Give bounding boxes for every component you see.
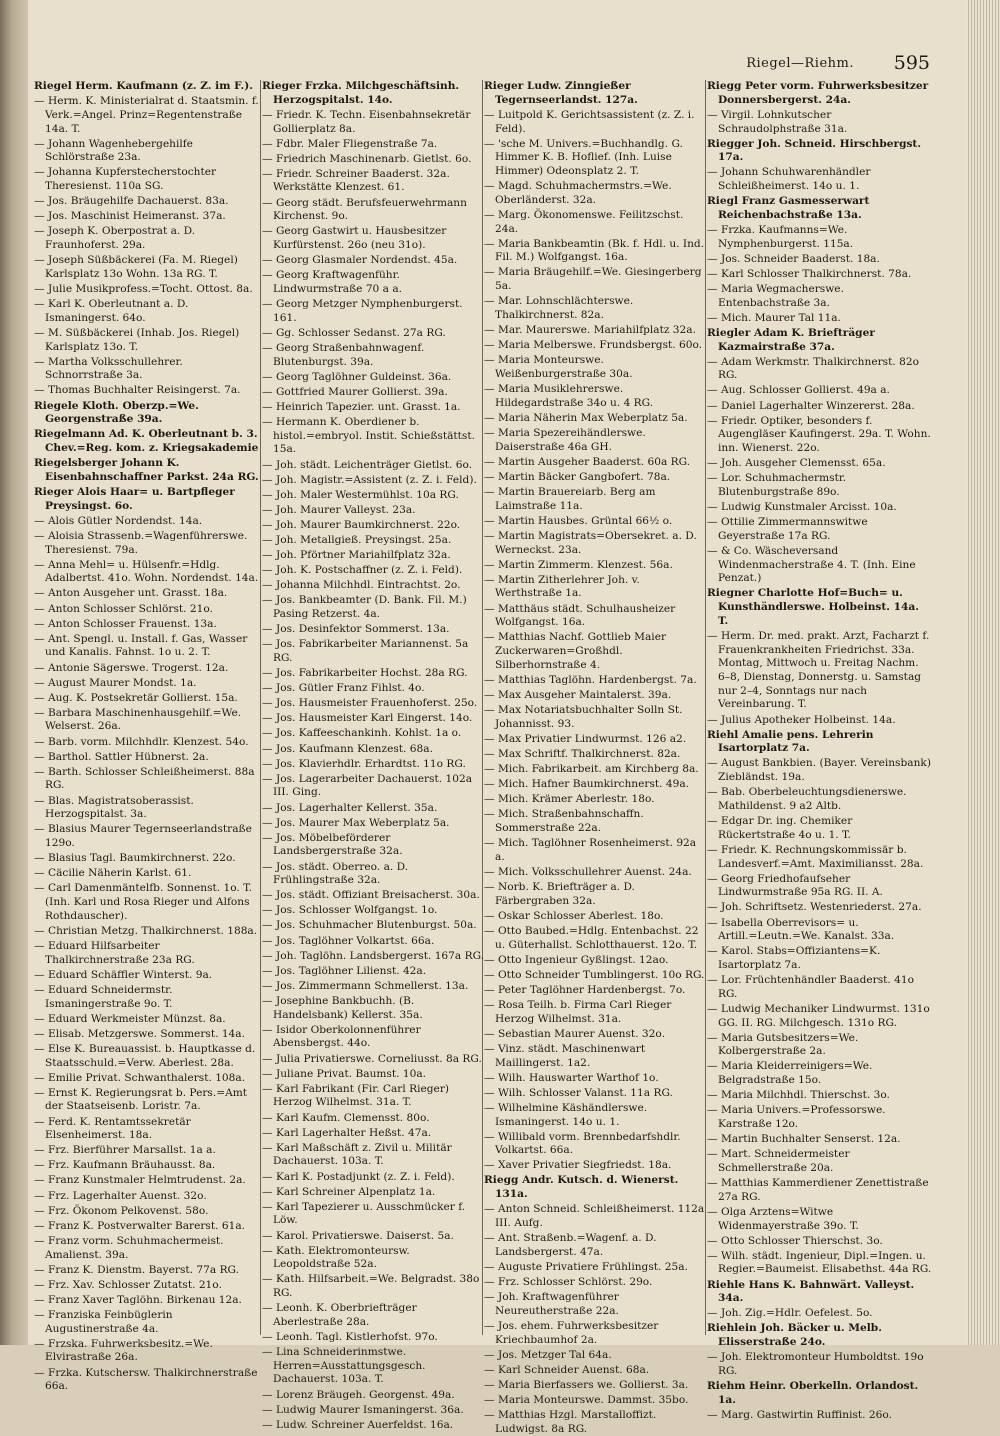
directory-entry: — Georg Glasmaler Nordendst. 45a. [262,254,487,268]
directory-entry: Riegele Kloth. Oberzp.=We. Georgenstraße 39a. [34,399,199,426]
directory-entry: — Franz K. Postverwalter Barerst. 61a. [34,1220,259,1234]
directory-entry: Rieger Ludw. Zinngießer Tegernseerlandst. 127a. [484,80,638,106]
directory-entry: — Joh. Kraftwagenführer Neureutherstraße 22a. [484,1291,709,1318]
directory-entry: — Anton Ausgeher unt. Grasst. 18a. [34,587,259,601]
directory-entry: Riehl Amalie pens. Lehrerin Isartorplatz 7a. [707,728,874,755]
directory-entry: — Karl Schreiner Alpenplatz 1a. [262,1186,487,1200]
running-head: Riegel—Riehm. [746,56,854,71]
directory-entry: — Juliane Privat. Baumst. 10a. [262,1068,487,1082]
directory-entry: Rieger Frzka. Milchgeschäftsinh. Herzogspitalst. 14o. [262,80,460,106]
directory-entry: — Eduard Schneidermstr. Ismaningerstraße 9o. T. [34,984,259,1011]
directory-entry: — Matthias Taglöhn. Hardenbergst. 7a. [484,674,709,688]
directory-entry: — Lorenz Bräugeh. Georgenst. 49a. [262,1389,487,1403]
directory-entry: — Jos. Klavierhdlr. Erhardtst. 11o RG. [262,758,487,772]
directory-entry: — Aug. K. Postsekretär Gollierst. 15a. [34,692,259,706]
directory-entry: — Franziska Feinbüglerin Augustinerstraße 4a. [34,1309,259,1336]
directory-entry: — Karol. Stabs=Offiziantens=K. Isartorplatz 7a. [707,945,932,972]
directory-entry: — Martin Bäcker Gangbofert. 78a. [484,471,709,485]
directory-entry: — Friedrich Maschinenarb. Gietlst. 6o. [262,153,487,167]
directory-entry: — Alois Gütler Nordendst. 14a. [34,515,259,529]
directory-entry: — Elisab. Metzgerswe. Sommerst. 14a. [34,1028,259,1042]
directory-entry: — Mich. Fabrikarbeit. am Kirchberg 8a. [484,763,709,777]
directory-entry: — Jos. Bankbeamter (D. Bank. Fil. M.) Pasing Retzerst. 4a. [262,594,487,621]
directory-entry: — 'sche M. Univers.=Buchhandlg. G. Himmer K. B. Hoflief. (Inh. Luise Himmer) Odeonsplatz 2. T. [484,138,709,179]
directory-entry: — Christian Metzg. Thalkirchnerst. 188a. [34,925,259,939]
directory-entry: — Julius Apotheker Holbeinst. 14a. [707,714,932,728]
directory-entry: — Jos. Fabrikarbeiter Mariannenst. 5a RG. [262,638,487,665]
directory-entry: — Martin Zimmerm. Klenzest. 56a. [484,559,709,573]
directory-entry: — Joh. Elektromonteur Humboldtst. 19o RG. [707,1351,932,1378]
directory-entry: — Jos. städt. Oberreo. a. D. Frühlingstraße 32a. [262,861,487,888]
directory-entry: — Jos. Kaufmann Klenzest. 68a. [262,743,487,757]
directory-entry: — Martin Ausgeher Baaderst. 60a RG. [484,456,709,470]
directory-entry: — Isidor Oberkolonnenführer Abensbergst. 44o. [262,1024,487,1051]
directory-entry: Riegger Joh. Schneid. Hirschbergst. 17a. [707,137,922,164]
directory-entry: — Johanna Milchhdl. Eintrachtst. 2o. [262,579,487,593]
directory-entry: — Ludwig Kunstmaler Arcisst. 10a. [707,501,932,515]
directory-entry: — Mart. Schneidermeister Schmellerstraße 20a. [707,1148,932,1175]
directory-entry: — Georg Taglöhner Guldeinst. 36a. [262,371,487,385]
directory-entry: — Auguste Privatiere Frühlingst. 25a. [484,1261,709,1275]
page-header [28,52,966,76]
directory-entry: — Joh. Pförtner Mariahilfplatz 32a. [262,549,487,563]
directory-entry: — Karl Schneider Auenst. 68a. [484,1364,709,1378]
directory-entry: — Otto Schneider Tumblingerst. 10o RG. [484,969,709,983]
directory-entry: — Ant. Straßenb.=Wagenf. a. D. Landsbergerst. 47a. [484,1232,709,1259]
directory-entry: — Oskar Schlosser Aberlest. 18o. [484,910,709,924]
directory-entry: — Otto Ingenieur Gyßlingst. 12ao. [484,954,709,968]
directory-entry: — Martin Brauereiarb. Berg am Laimstraße 11a. [484,486,709,513]
directory-entry: — Wilh. städt. Ingenieur, Dipl.=Ingen. u. Regier.=Baumeist. Elisabethst. 44a RG. [707,1250,932,1277]
directory-entry: — Franz vorm. Schuhmachermeist. Amalienst. 39a. [34,1235,259,1262]
directory-entry: — Friedr. K. Techn. Eisenbahnsekretär Gollierplatz 8a. [262,109,487,136]
directory-entry: — Maria Bankbeamtin (Bk. f. Hdl. u. Ind. Fil. M.) Wolfgangst. 16a. [484,238,709,265]
directory-entry: — August Maurer Mondst. 1a. [34,677,259,691]
directory-entry: — Wilhelmine Käshändlerswe. Ismaningerst. 14o u. 1. [484,1102,709,1129]
directory-page [28,0,966,1435]
directory-entry: Riegel Herm. Kaufmann (z. Z. im F.). [34,80,253,92]
directory-entry: — Daniel Lagerhalter Winzererst. 28a. [707,400,932,414]
directory-entry: — Lor. Früchtenhändler Baaderst. 41o RG. [707,974,932,1001]
directory-entry: — Jos. Schuhmacher Blutenburgst. 50a. [262,919,487,933]
directory-entry: — Jos. Lagerarbeiter Dachauerst. 102a III. Ging. [262,773,487,800]
directory-entry: — Fdbr. Maler Fliegenstraße 7a. [262,138,487,152]
directory-entry: — Ant. Spengl. u. Install. f. Gas, Wasser und Kanalis. Fahnst. 1o u. 2. T. [34,633,259,660]
directory-entry: — Norb. K. Briefträger a. D. Färbergraben 32a. [484,881,709,908]
directory-entry: — Jos. Hausmeister Karl Eingerst. 14o. [262,712,487,726]
directory-entry: — Max Privatier Lindwurmst. 126 a2. [484,733,709,747]
directory-entry: — Gottfried Maurer Gollierst. 39a. [262,386,487,400]
directory-entry: — Blas. Magistratsoberassist. Herzogspitalst. 3a. [34,795,259,822]
directory-entry: — Georg städt. Berufsfeuerwehrmann Kirchenst. 9o. [262,197,487,224]
directory-entry: — Joh. Metallgieß. Preysingst. 25a. [262,534,487,548]
directory-entry: — Maria Gutsbesitzers=We. Kolbergerstraße 2a. [707,1032,932,1059]
directory-entry: — Frzska. Fuhrwerksbesitz.=We. Elvirastraße 26a. [34,1338,259,1365]
directory-entry: — Julia Privatierswe. Corneliusst. 8a RG. [262,1053,487,1067]
directory-entry: — Maria Näherin Max Weberplatz 5a. [484,412,709,426]
directory-entry: — Johann Wagenhebergehilfe Schlörstraße 23a. [34,138,259,165]
directory-entry: — Mar. Lohnschlächterswe. Thalkirchnerst. 82a. [484,295,709,322]
directory-entry: — Joseph K. Oberpostrat a. D. Fraunhoferst. 29a. [34,225,259,252]
directory-entry: — Jos. Taglöhner Volkartst. 66a. [262,935,487,949]
directory-entry: — Joh. Maler Westermühlst. 10a RG. [262,489,487,503]
directory-entry: — Cäcilie Näherin Karlst. 61. [34,867,259,881]
directory-entry: — Mich. Maurer Tal 11a. [707,312,932,326]
directory-entry: — Maria Univers.=Professorswe. Karstraße 12o. [707,1104,932,1131]
directory-entry: — Jos. Lagerhalter Kellerst. 35a. [262,802,487,816]
directory-entry: — Martha Volksschullehrer. Schnorrstraße 3a. [34,356,259,383]
directory-entry: — August Bankbien. (Bayer. Vereinsbank) Ziebländst. 19a. [707,757,932,784]
directory-entry: — Hermann K. Oberdiener b. histol.=embryol. Instit. Schießstättst. 15a. [262,416,487,457]
directory-entry: — Georg Straßenbahnwagenf. Blutenburgst. 39a. [262,342,487,369]
directory-entry: Riehlein Joh. Bäcker u. Melb. Elisserstraße 24o. [707,1322,882,1349]
directory-entry: — Jos. Schlosser Wolfgangst. 1o. [262,904,487,918]
directory-entry: — Maria Monteurswe. Weißenburgerstraße 30a. [484,354,709,381]
directory-entry: — Joh. Schriftsetz. Westenriederst. 27a. [707,901,932,915]
directory-entry: Riegelsberger Johann K. Eisenbahnschaffner Parkst. 24a RG. [34,457,259,483]
directory-entry: — Eduard Werkmeister Münzst. 8a. [34,1013,259,1027]
directory-entry: — Maria Melberswe. Frundsbergst. 60o. [484,339,709,353]
directory-entry: — Friedr. Optiker, besonders f. Augengläser Kaufingerst. 29a. T. Wohn. inn. Wienerst. 22o. [707,415,932,456]
directory-entry: — Matthias Nachf. Gottlieb Maier Zuckerwaren=Großhdl. Silberhornstraße 4. [484,631,709,672]
directory-entry: Riehle Hans K. Bahnwärt. Valleyst. 34a. [707,1278,915,1305]
directory-entry: — Marg. Ökonomenswe. Feilitzschst. 24a. [484,209,709,236]
directory-column-1 [34,80,259,1393]
directory-entry: — Joh. Zig.=Hdlr. Oefelest. 5o. [707,1307,932,1321]
directory-entry: — Frzka. Kaufmanns=We. Nymphenburgerst. 115a. [707,224,932,251]
directory-entry: — M. Süßbäckerei (Inhab. Jos. Riegel) Karlsplatz 13o. T. [34,327,259,354]
directory-entry: — Jos. Desinfektor Sommerst. 13a. [262,623,487,637]
directory-entry: — Ernst K. Regierungsrat b. Pers.=Amt der Staatseisenb. Loristr. 7a. [34,1087,259,1114]
directory-entry: — Virgil. Lohnkutscher Schraudolphstraße 31a. [707,109,932,136]
directory-entry: — Joh. Ausgeher Clemensst. 65a. [707,457,932,471]
directory-entry: — Frz. Ökonom Pelkovenst. 58o. [34,1205,259,1219]
directory-entry: — Karol. Privatierswe. Daiserst. 5a. [262,1230,487,1244]
directory-entry: Riegner Charlotte Hof=Buch= u. Kunsthändlerswe. Holbeinst. 14a. T. [707,587,919,627]
directory-entry: — Jos. Fabrikarbeiter Hochst. 28a RG. [262,667,487,681]
directory-entry: Riegelmann Ad. K. Oberleutnant b. 3. Chev.=Reg. kom. z. Kriegsakademie [34,428,259,455]
directory-entry: — Vinz. städt. Maschinenwart Maillingerst. 1a2. [484,1043,709,1070]
directory-entry: — Heinrich Tapezier. unt. Grasst. 1a. [262,401,487,415]
page-stack-edge [966,0,1000,1345]
directory-entry: — Edgar Dr. ing. Chemiker Rückertstraße 4o u. 1. T. [707,815,932,842]
directory-entry: — Willibald vorm. Brennbedarfshdlr. Volkartst. 66a. [484,1131,709,1158]
directory-entry: — Jos. Kaffeeschankinh. Kohlst. 1a o. [262,727,487,741]
directory-entry: Rieger Alois Haar= u. Bartpfleger Preysingst. 6o. [34,485,235,512]
directory-entry: — Bab. Oberbeleuchtungsdienerswe. Mathildenst. 9 a2 Altb. [707,786,932,813]
directory-entry: — Jos. Schneider Baaderst. 18a. [707,253,932,267]
directory-entry: — Mar. Maurerswe. Mariahilfplatz 32a. [484,324,709,338]
directory-entry: — Joh. Magistr.=Assistent (z. Z. i. Feld). [262,474,487,488]
directory-entry: — Friedr. K. Rechnungskommissär b. Landesverf.=Amt. Maximiliansst. 28a. [707,844,932,871]
directory-entry: — Joh. städt. Leichenträger Gietlst. 6o. [262,459,487,473]
directory-entry: — Isabella Oberrevisors= u. Artill.=Leutn.=We. Kanalst. 33a. [707,917,932,944]
directory-entry: — Frz. Bierführer Marsallst. 1a a. [34,1144,259,1158]
directory-entry: — Luitpold K. Gerichtsassistent (z. Z. i. Feld). [484,109,709,136]
directory-entry: — Josephine Bankbuchh. (B. Handelsbank) Kellerst. 35a. [262,995,487,1022]
column-divider [260,80,261,1335]
directory-entry: — Maria Spezereihändlerswe. Daiserstraße 46a GH. [484,427,709,454]
directory-entry: — Barthol. Sattler Hübnerst. 2a. [34,751,259,765]
directory-entry: — Karl Fabrikant (Fir. Carl Rieger) Herzog Wilhelmst. 31a. T. [262,1083,487,1110]
directory-entry: — Carl Damenmäntelfb. Sonnenst. 1o. T. (Inh. Karl und Rosa Rieger und Alfons Rothdauscher). [34,882,259,923]
directory-entry: — Joh. Maurer Valleyst. 23a. [262,504,487,518]
directory-entry: — Gg. Schlosser Sedanst. 27a RG. [262,327,487,341]
directory-entry: — Anton Schneid. Schleißheimerst. 112a III. Aufg. [484,1203,709,1230]
directory-entry: — Karl K. Oberleutnant a. D. Ismaningerst. 64o. [34,298,259,325]
directory-entry: — Adam Werkmstr. Thalkirchnerst. 82o RG. [707,356,932,383]
directory-entry: — Martin Magistrats=Obersekret. a. D. Werneckst. 23a. [484,530,709,557]
directory-entry: — Julie Musikprofess.=Tocht. Ottost. 8a. [34,283,259,297]
directory-entry: — Matthias Hzgl. Marstalloffizt. Ludwigst. 8a RG. [484,1409,709,1436]
directory-entry: — Joh. Taglöhn. Landsbergerst. 167a RG. [262,950,487,964]
directory-entry: — Anna Mehl= u. Hülsenfr.=Hdlg. Adalbertst. 41o. Wohn. Nordendst. 14a. [34,559,259,586]
directory-entry: — Otto Baubed.=Hdlg. Entenbachst. 22 u. Güterhallst. Schlotthauerst. 12o. T. [484,925,709,952]
directory-entry: — Matthäus städt. Schulhausheizer Wolfgangst. 16a. [484,603,709,630]
directory-entry: — Xaver Privatier Siegfriedst. 18a. [484,1159,709,1173]
directory-entry: — Kath. Hilfsarbeit.=We. Belgradst. 38o RG. [262,1273,487,1300]
directory-column-4 [707,80,932,1421]
directory-entry: — Antonie Sägerswe. Trogerst. 12a. [34,662,259,676]
directory-entry: — Barth. Schlosser Schleißheimerst. 88a RG. [34,766,259,793]
directory-entry: — Max Ausgeher Maintalerst. 39a. [484,689,709,703]
directory-entry: — Jos. Maschinist Heimeranst. 37a. [34,210,259,224]
directory-entry: Riegl Franz Gasmesserwart Reichenbachstraße 13a. [707,195,870,221]
directory-entry: — Barbara Maschinenhausgehilf.=We. Welserst. 26a. [34,707,259,734]
directory-entry: — Emilie Privat. Schwanthalerst. 108a. [34,1072,259,1086]
directory-entry: — Olga Arztens=Witwe Widenmayerstraße 39o. T. [707,1206,932,1233]
directory-entry: — Anton Schlosser Frauenst. 13a. [34,618,259,632]
directory-entry: — Ludwig Mechaniker Lindwurmst. 131o GG. II. RG. Milchgesch. 131o RG. [707,1003,932,1030]
directory-entry: — Blasius Maurer Tegernseerlandstraße 129o. [34,823,259,850]
directory-entry: — Marg. Gastwirtin Ruffinist. 26o. [707,1409,932,1423]
directory-entry: — Maria Monteurswe. Dammst. 35bo. [484,1394,709,1408]
page-number: 595 [893,52,930,74]
directory-entry: — Johann Schuhwarenhändler Schleißheimerst. 14o u. 1. [707,166,932,193]
directory-entry: Riegg Peter vorm. Fuhrwerksbesitzer Donnersbergerst. 24a. [707,80,929,106]
directory-entry: — Kath. Elektromonteursw. Leopoldstraße 52a. [262,1245,487,1272]
directory-entry: — Martin Hausbes. Grüntal 66½ o. [484,515,709,529]
directory-entry: — Thomas Buchhalter Reisingerst. 7a. [34,384,259,398]
directory-entry: — Jos. Möbelbeförderer Landsbergerstraße 32a. [262,832,487,859]
directory-entry: — Herm. K. Ministerialrat d. Staatsmin. f. Verk.=Angel. Prinz=Regentenstraße 14a. T. [34,95,259,136]
book-spine-shadow [0,0,28,1345]
directory-entry: — Frzka. Kutschersw. Thalkirchnerstraße 66a. [34,1367,259,1394]
directory-entry: — Karl Tapezierer u. Ausschmücker f. Löw. [262,1201,487,1228]
directory-entry: — Jos. städt. Offiziant Breisacherst. 30a. [262,889,487,903]
directory-entry: — Matthias Kammerdiener Zenettistraße 27a RG. [707,1177,932,1204]
directory-entry: — Eduard Schäffler Winterst. 9a. [34,969,259,983]
directory-entry: — Ludw. Schreiner Auerfeldst. 16a. [262,1419,487,1433]
directory-entry: — Wilh. Hauswarter Warthof 1o. [484,1072,709,1086]
directory-entry: — Ludwig Maurer Ismaningerst. 36a. [262,1404,487,1418]
directory-entry: — Mich. Taglöhner Rosenheimerst. 92a a. [484,837,709,864]
directory-entry: — Karl Maßschäft z. Zivil u. Militär Dachauerst. 103a. T. [262,1142,487,1169]
directory-entry: — Else K. Bureauassist. b. Hauptkasse d. Staatsschuld.=Verw. Aberlest. 28a. [34,1043,259,1070]
directory-entry: — Sebastian Maurer Auenst. 32o. [484,1028,709,1042]
directory-entry: — Frz. Lagerhalter Auenst. 32o. [34,1190,259,1204]
directory-entry: — Peter Taglöhner Hardenbergst. 7o. [484,984,709,998]
directory-entry: — Jos. ehem. Fuhrwerksbesitzer Kriechbaumhof 2a. [484,1320,709,1347]
directory-entry: — Anton Schlosser Schlörst. 21o. [34,603,259,617]
directory-entry: — Georg Gastwirt u. Hausbesitzer Kurfürstenst. 26o (neu 31o). [262,225,487,252]
directory-entry: — Herm. Dr. med. prakt. Arzt, Facharzt f. Frauenkrankheiten Friedrichst. 33a. Montag, Mittwoch u. Freitag Nachm. 6–8, Dienstag, Donnerstg. u. Samstag nur 2–4, Sonntags nur nach Vereinbarung. T. [707,630,932,712]
directory-entry: Riegg Andr. Kutsch. d. Wienerst. 131a. [484,1174,679,1201]
directory-entry: — Johanna Kupferstecherstochter Theresienst. 110a SG. [34,166,259,193]
directory-entry: — Franz Xaver Taglöhn. Birkenau 12a. [34,1294,259,1308]
directory-column-3 [484,80,709,1435]
directory-entry: — Mich. Volksschullehrer Auenst. 24a. [484,866,709,880]
directory-entry: — Jos. Metzger Tal 64a. [484,1349,709,1363]
directory-entry: Riegler Adam K. Briefträger Kazmairstraße 37a. [707,326,875,353]
directory-entry: — Leonh. Tagl. Kistlerhofst. 97o. [262,1331,487,1345]
directory-entry: — Lina Schneiderinmstwe. Herren=Ausstattungsgesch. Dachauerst. 103a. T. [262,1346,487,1387]
directory-entry: — Mich. Straßenbahnschaffn. Sommerstraße 22a. [484,808,709,835]
directory-entry: — Maria Kleiderreinigers=We. Belgradstraße 15o. [707,1060,932,1087]
directory-entry: — & Co. Wäscheversand Windenmacherstraße 4. T. (Inh. Eine Penzat.) [707,545,932,586]
directory-entry: — Wilh. Schlosser Valanst. 11a RG. [484,1087,709,1101]
directory-entry: — Ottilie Zimmermannswitwe Geyerstraße 17a RG. [707,516,932,543]
directory-entry: — Franz Kunstmaler Helmtrudenst. 2a. [34,1174,259,1188]
directory-entry: — Max Notariatsbuchhalter Solln St. Johannisst. 93. [484,704,709,731]
directory-entry: — Karl Kaufm. Clemensst. 80o. [262,1112,487,1126]
directory-entry: — Lor. Schuhmachermstr. Blutenburgstraße 89o. [707,472,932,499]
directory-entry: — Mich. Krämer Aberlestr. 18o. [484,793,709,807]
directory-entry: — Joh. Maurer Baumkirchnerst. 22o. [262,519,487,533]
directory-entry: — Jos. Zimmermann Schmellerst. 13a. [262,980,487,994]
directory-entry: — Jos. Hausmeister Frauenhoferst. 25o. [262,697,487,711]
directory-entry: — Friedr. Schreiner Baaderst. 32a. Werkstätte Klenzest. 61. [262,168,487,195]
directory-entry: — Maria Bräugehilf.=We. Giesingerberg 5a. [484,266,709,293]
directory-entry: — Otto Schlosser Thierschst. 3o. [707,1235,932,1249]
directory-entry: — Max Schriftf. Thalkirchnerst. 82a. [484,748,709,762]
directory-entry: — Karl Lagerhalter Heßst. 47a. [262,1127,487,1141]
directory-entry: — Georg Friedhofaufseher Lindwurmstraße 95a RG. II. A. [707,873,932,900]
directory-entry: — Maria Musiklehrerswe. Hildegardstraße 34o u. 4 RG. [484,383,709,410]
directory-entry: — Karl K. Postadjunkt (z. Z. i. Feld). [262,1171,487,1185]
directory-entry: — Aug. Schlosser Gollierst. 49a a. [707,384,932,398]
directory-entry: — Frz. Xav. Schlosser Zutatst. 21o. [34,1279,259,1293]
directory-entry: — Martin Zitherlehrer Joh. v. Werthstraße 1a. [484,574,709,601]
directory-entry: — Ferd. K. Rentamtssekretär Elsenheimerst. 18a. [34,1116,259,1143]
directory-entry: — Jos. Maurer Max Weberplatz 5a. [262,817,487,831]
directory-entry: — Georg Metzger Nymphenburgerst. 161. [262,298,487,325]
directory-entry: Riehm Heinr. Oberkelln. Orlandost. 1a. [707,1380,919,1406]
directory-entry: — Jos. Bräugehilfe Dachauerst. 83a. [34,195,259,209]
directory-entry: — Aloisia Strassenb.=Wagenführerswe. Theresienst. 79a. [34,530,259,557]
directory-entry: — Frz. Schlosser Schlörst. 29o. [484,1276,709,1290]
directory-entry: — Leonh. K. Oberbriefträger Aberlestraße 28a. [262,1302,487,1329]
directory-entry: — Franz K. Dienstm. Bayerst. 77a RG. [34,1264,259,1278]
directory-column-2 [262,80,487,1431]
directory-entry: — Mich. Hafner Baumkirchnerst. 49a. [484,778,709,792]
directory-entry: — Blasius Tagl. Baumkirchnerst. 22o. [34,852,259,866]
directory-entry: — Karl Schlosser Thalkirchnerst. 78a. [707,268,932,282]
directory-entry: — Maria Milchhdl. Thierschst. 3o. [707,1089,932,1103]
directory-entry: — Joseph Süßbäckerei (Fa. M. Riegel) Karlsplatz 13o Wohn. 13a RG. T. [34,254,259,281]
directory-entry: — Maria Wegmacherswe. Entenbachstraße 3a. [707,283,932,310]
directory-entry: — Joh. K. Postschaffner (z. Z. i. Feld). [262,564,487,578]
directory-entry: — Jos. Gütler Franz Fihlst. 4o. [262,682,487,696]
directory-entry: — Martin Buchhalter Senserst. 12a. [707,1133,932,1147]
directory-entry: — Frz. Kaufmann Bräuhausst. 8a. [34,1159,259,1173]
directory-entry: — Jos. Taglöhner Lilienst. 42a. [262,965,487,979]
directory-entry: — Georg Kraftwagenführ. Lindwurmstraße 70 a a. [262,269,487,296]
directory-entry: — Eduard Hilfsarbeiter Thalkirchnerstraße 23a RG. [34,940,259,967]
directory-entry: — Magd. Schuhmachermstrs.=We. Oberländerst. 32a. [484,180,709,207]
directory-entry: — Maria Bierfassers we. Gollierst. 3a. [484,1379,709,1393]
directory-entry: — Rosa Teilh. b. Firma Carl Rieger Herzog Wilhelmst. 31a. [484,999,709,1026]
directory-entry: — Barb. vorm. Milchhdlr. Klenzest. 54o. [34,736,259,750]
